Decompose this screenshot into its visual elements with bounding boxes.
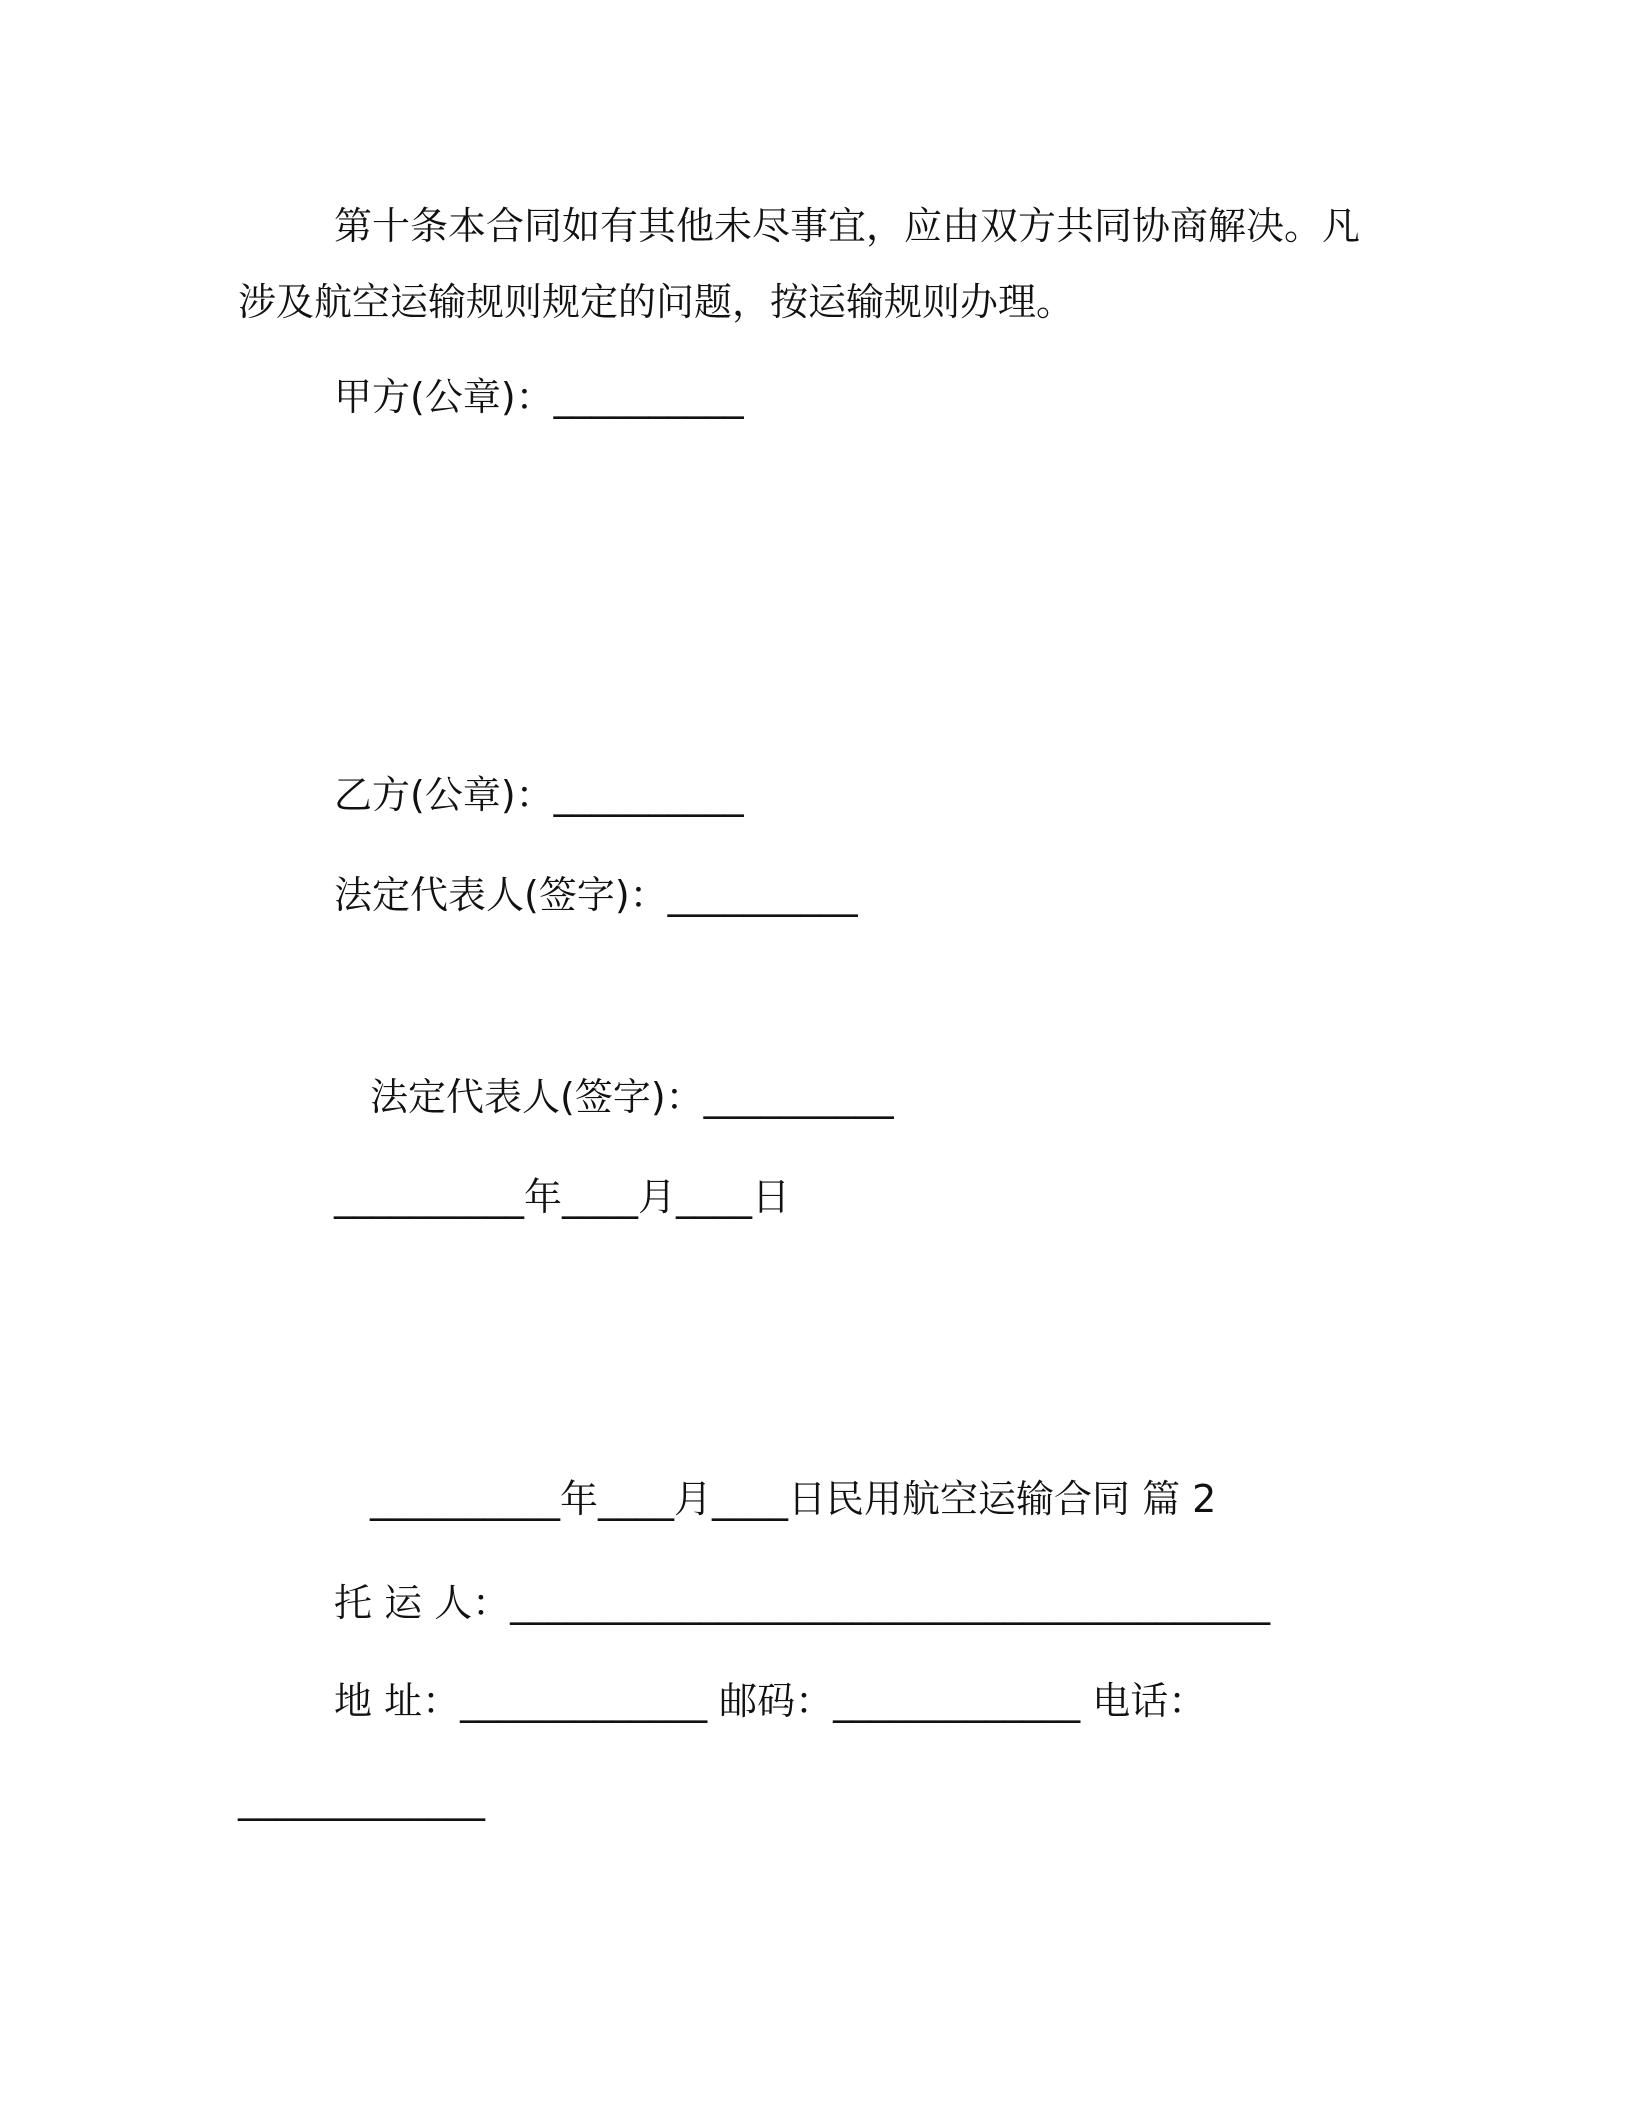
address-line: 地 址：_____________ 邮码：_____________ 电话： — [334, 1679, 1207, 1723]
signing-date-line: __________年____月____日 — [334, 1175, 791, 1219]
clause-ten: 第十条本合同如有其他未尽事宜，应由双方共同协商解决。凡涉及航空运输规则规定的问题，按运输规则办理。 — [238, 204, 1361, 324]
shipper-line: 托 运 人：________________________________________ — [334, 1581, 1271, 1625]
party-b-seal-line: 乙方(公章)：__________ — [334, 773, 744, 817]
contract-2-title: __________年____月____日民用航空运输合同 篇 2 — [370, 1477, 1217, 1521]
party-a-seal-line: 甲方(公章)：__________ — [334, 375, 744, 419]
legal-representative-line-1: 法定代表人(签字)：__________ — [334, 873, 858, 917]
legal-representative-line-2: 法定代表人(签字)：__________ — [370, 1075, 894, 1119]
phone-blank-line: _____________ — [238, 1777, 485, 1821]
